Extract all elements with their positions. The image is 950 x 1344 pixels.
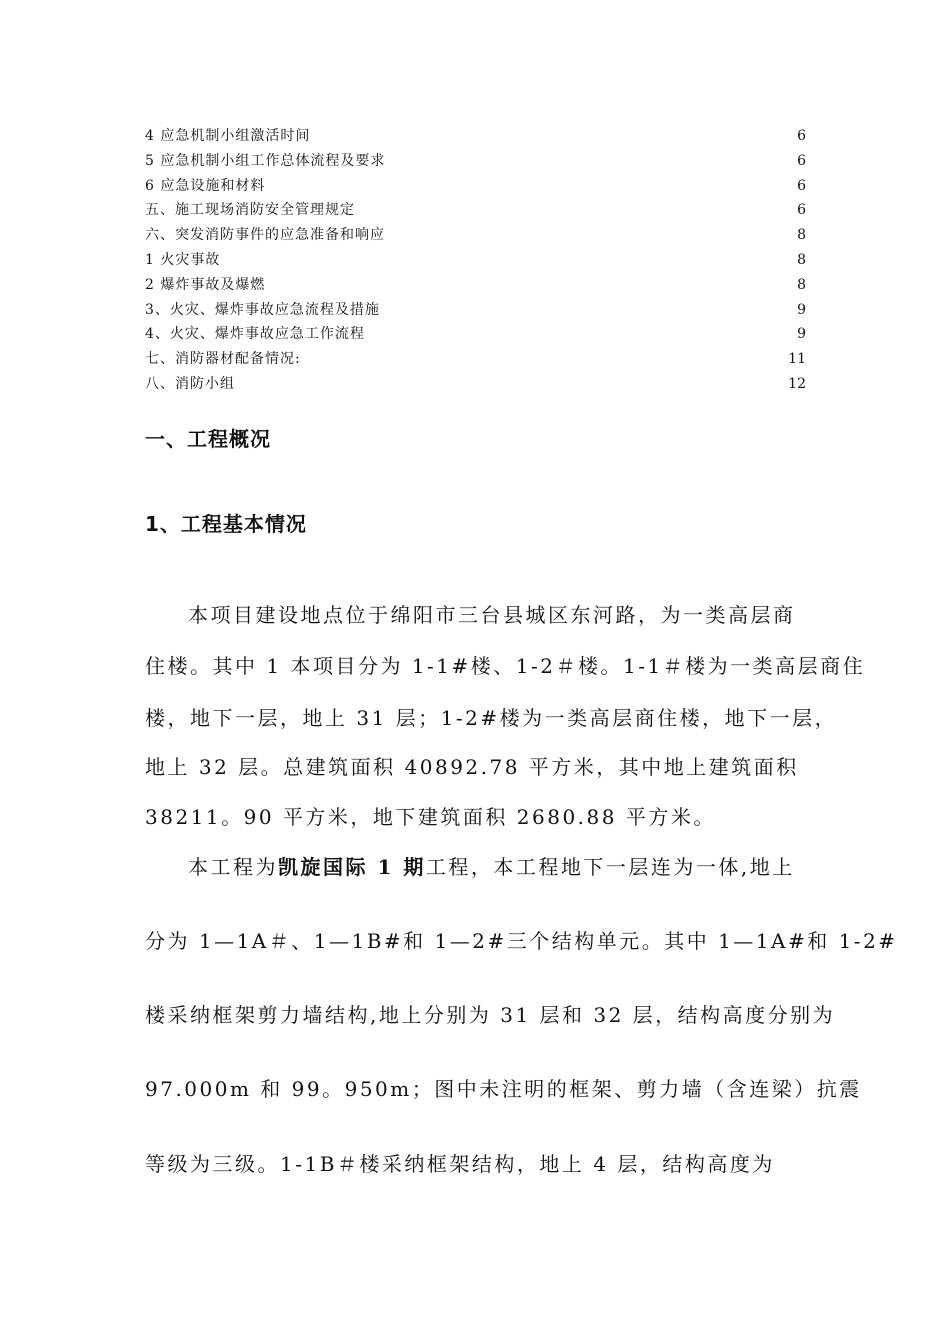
toc-entry-page: 8 <box>797 276 806 293</box>
paragraph-line: 楼采纳框架剪力墙结构,地上分别为 31 层和 32 层，结构高度分别为 <box>145 1003 836 1027</box>
toc-entry-page: 8 <box>797 251 806 268</box>
toc-entry-label: 3、火灾、爆炸事故应急流程及措施 <box>145 301 380 318</box>
toc-entry[interactable] <box>145 176 806 201</box>
toc-entry-page: 6 <box>797 202 806 219</box>
toc-entry[interactable] <box>145 200 806 225</box>
text-run: 工程，本工程地下一层连为一体,地上 <box>425 855 795 879</box>
toc-entry-label: 4 应急机制小组激活时间 <box>145 128 311 144</box>
paragraph-line: 97.000m 和 99。950m；图中未注明的框架、剪力墙（含连梁）抗震 <box>145 1077 862 1101</box>
toc-entry[interactable] <box>145 225 806 250</box>
toc-entry-label: 4、火灾、爆炸事故应急工作流程 <box>145 326 365 343</box>
paragraph-line: 本项目建设地点位于绵阳市三台县城区东河路，为一类高层商 <box>188 603 796 627</box>
toc-entry-page: 6 <box>797 152 806 169</box>
toc-entry[interactable] <box>145 151 806 176</box>
toc-entry-label: 5 应急机制小组工作总体流程及要求 <box>145 152 386 169</box>
toc-entry-page: 12 <box>788 375 806 392</box>
paragraph-line: 住楼。其中 1 本项目分为 1-1#楼、1-2＃楼。1-1＃楼为一类高层商住 <box>145 654 866 678</box>
toc-entry[interactable] <box>145 324 806 349</box>
toc-entry-page: 9 <box>797 326 806 343</box>
subsection-heading: 1、工程基本情况 <box>145 512 307 536</box>
toc-entry-page: 6 <box>797 177 806 194</box>
section-heading: 一、工程概况 <box>145 427 271 451</box>
toc-entry[interactable] <box>145 275 806 300</box>
toc-entry[interactable] <box>145 250 806 275</box>
paragraph-line: 等级为三级。1-1B＃楼采纳框架结构，地上 4 层，结构高度为 <box>145 1152 775 1176</box>
toc-entry-page: 11 <box>788 351 806 368</box>
toc-entry-page: 9 <box>797 301 806 318</box>
paragraph-line: 楼，地下一层，地上 31 层；1-2#楼为一类高层商住楼，地下一层， <box>145 706 838 730</box>
toc-entry-page: 8 <box>797 227 806 244</box>
toc-entry-page: 6 <box>797 128 806 144</box>
toc-entry-label: 七、消防器材配备情况: <box>145 351 301 368</box>
toc-entry-label: 六、突发消防事件的应急准备和响应 <box>145 227 385 244</box>
toc-entry-label: 6 应急设施和材料 <box>145 177 266 194</box>
toc-entry-label: 五、施工现场消防安全管理规定 <box>145 202 355 219</box>
toc-entry-label: 八、消防小组 <box>145 375 235 392</box>
paragraph-line <box>188 853 795 881</box>
toc-entry[interactable] <box>145 300 806 325</box>
text-run: 本工程为 <box>188 855 278 879</box>
table-of-contents <box>145 126 806 399</box>
paragraph-line: 分为 1—1A＃、1—1B#和 1—2#三个结构单元。其中 1—1A#和 1-2# <box>145 929 898 953</box>
toc-entry[interactable] <box>145 126 806 151</box>
project-name: 凯旋国际 1 期 <box>278 855 426 879</box>
toc-entry-label: 2 爆炸事故及爆燃 <box>145 276 266 293</box>
toc-entry[interactable] <box>145 374 806 399</box>
toc-entry[interactable] <box>145 349 806 374</box>
paragraph-line: 地上 32 层。总建筑面积 40892.78 平方米，其中地上建筑面积 <box>145 755 799 779</box>
toc-entry-label: 1 火灾事故 <box>145 251 221 268</box>
paragraph-line: 38211。90 平方米，地下建筑面积 2680.88 平方米。 <box>145 805 716 829</box>
